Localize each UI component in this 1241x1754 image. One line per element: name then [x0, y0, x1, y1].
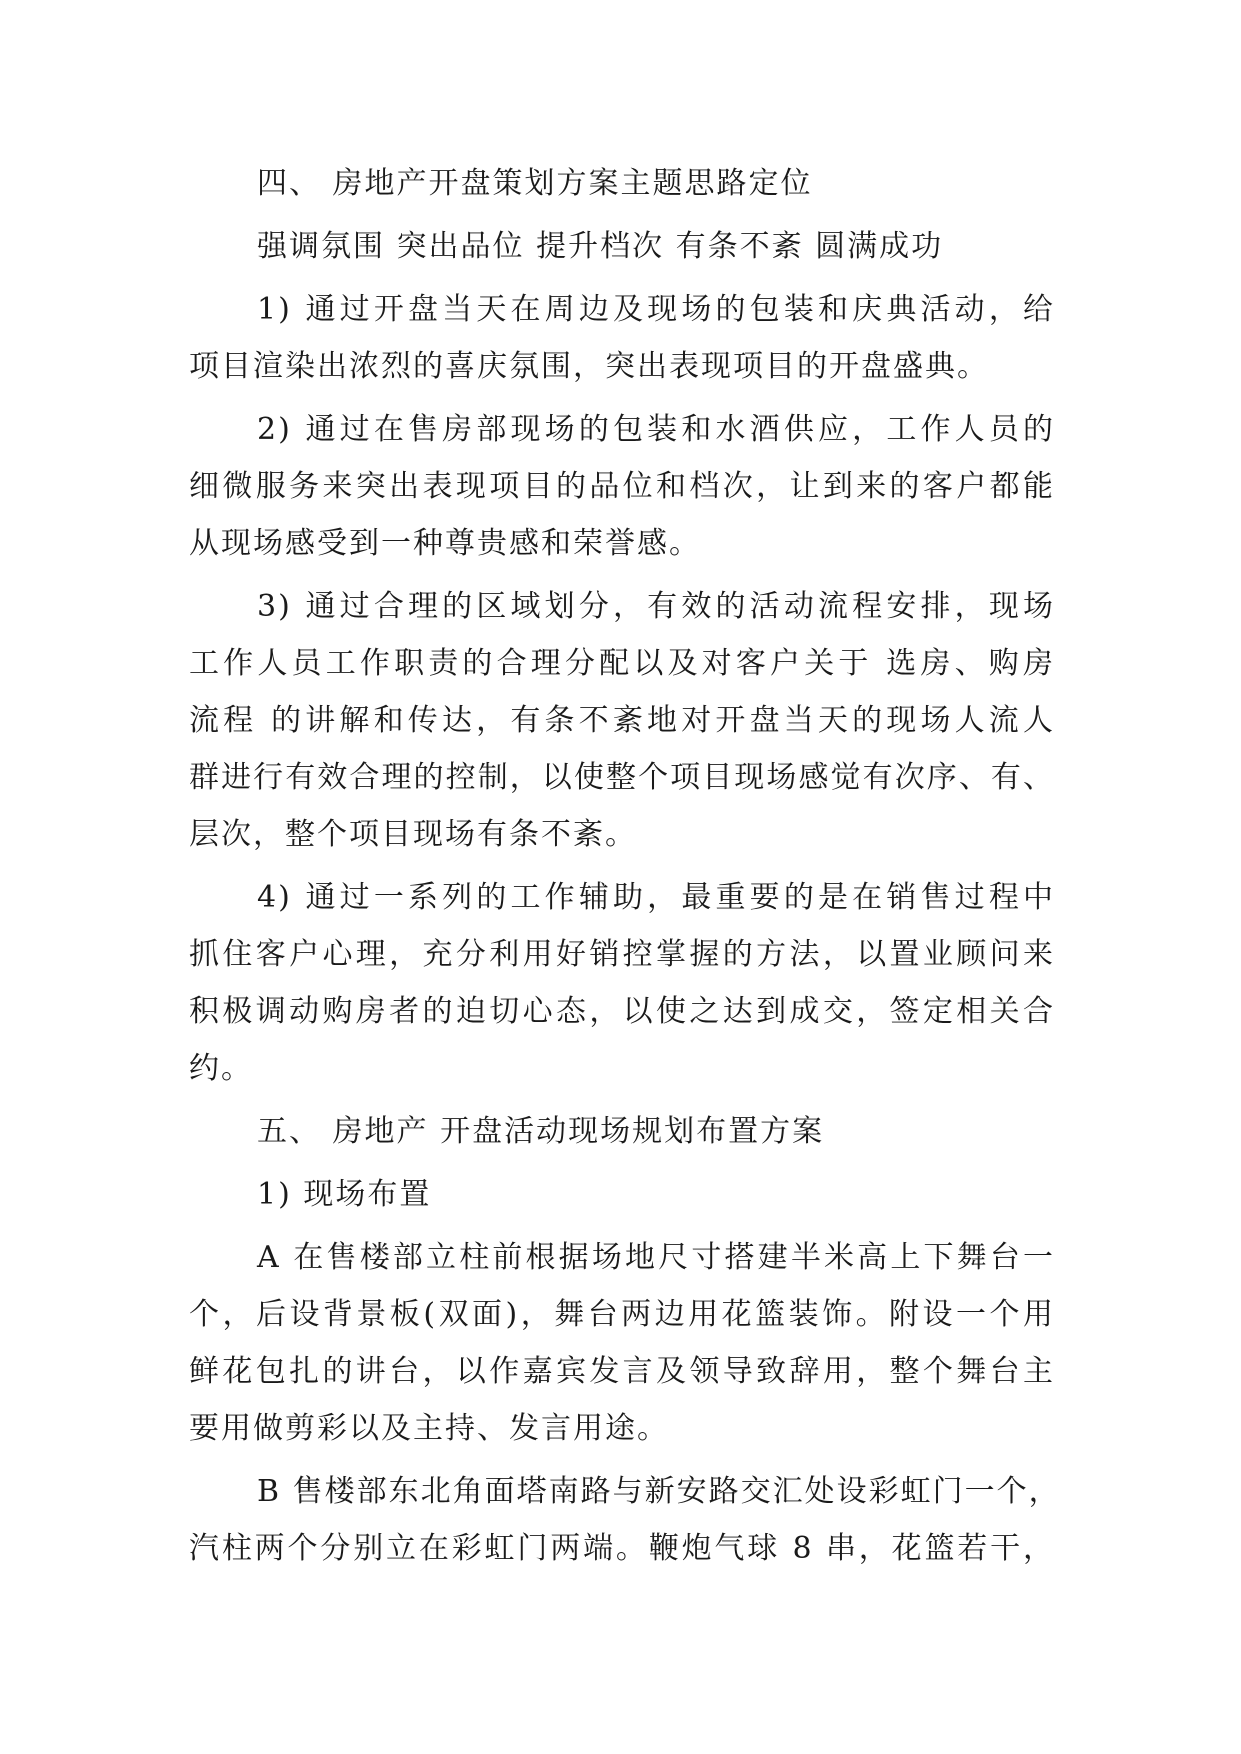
text-line: 要用做剪彩以及主持、发言用途。 [189, 1411, 669, 1446]
text-line: 1) 通过开盘当天在周边及现场的包装和庆典活动，给 [257, 292, 1055, 327]
text-line: 工作人员工作职责的合理分配以及对客户关于 选房、购房 [189, 646, 1055, 681]
text-line: 强调氛围 突出品位 提升档次 有条不紊 圆满成功 [257, 229, 944, 264]
text-line: 3) 通过合理的区域划分，有效的活动流程安排，现场 [257, 589, 1055, 624]
text-line: 积极调动购房者的迫切心态，以使之达到成交，签定相关合 [189, 994, 1055, 1029]
text-line: 细微服务来突出表现项目的品位和档次，让到来的客户都能 [189, 469, 1055, 504]
text-line: 层次，整个项目现场有条不紊。 [189, 817, 637, 852]
text-line: 抓住客户心理，充分利用好销控掌握的方法，以置业顾问来 [189, 937, 1055, 972]
text-line: 约。 [189, 1051, 253, 1086]
text-line: B 售楼部东北角面塔南路与新安路交汇处设彩虹门一个， [257, 1474, 1061, 1509]
document-body [189, 155, 1061, 1577]
text-line: 流程 的讲解和传达，有条不紊地对开盘当天的现场人流人 [189, 703, 1055, 738]
text-line: 4) 通过一系列的工作辅助，最重要的是在销售过程中 [257, 880, 1055, 915]
text-line: 群进行有效合理的控制，以使整个项目现场感觉有次序、有、 [189, 760, 1055, 795]
text-line: 个，后设背景板(双面)，舞台两边用花篮装饰。附设一个用 [189, 1297, 1055, 1332]
text-line: 汽柱两个分别立在彩虹门两端。鞭炮气球 8 串，花篮若干， [189, 1531, 1055, 1566]
text-line: 项目渲染出浓烈的喜庆氛围，突出表现项目的开盘盛典。 [189, 349, 989, 384]
text-line: 五、 房地产 开盘活动现场规划布置方案 [257, 1114, 825, 1149]
text-line: 2) 通过在售房部现场的包装和水酒供应，工作人员的 [257, 412, 1055, 447]
text-line: 鲜花包扎的讲台，以作嘉宾发言及领导致辞用，整个舞台主 [189, 1354, 1055, 1389]
text-line: 从现场感受到一种尊贵感和荣誉感。 [189, 526, 701, 561]
text-line: A 在售楼部立柱前根据场地尺寸搭建半米高上下舞台一 [257, 1240, 1055, 1275]
text-line: 四、 房地产开盘策划方案主题思路定位 [257, 166, 813, 201]
text-line: 1) 现场布置 [257, 1177, 432, 1212]
